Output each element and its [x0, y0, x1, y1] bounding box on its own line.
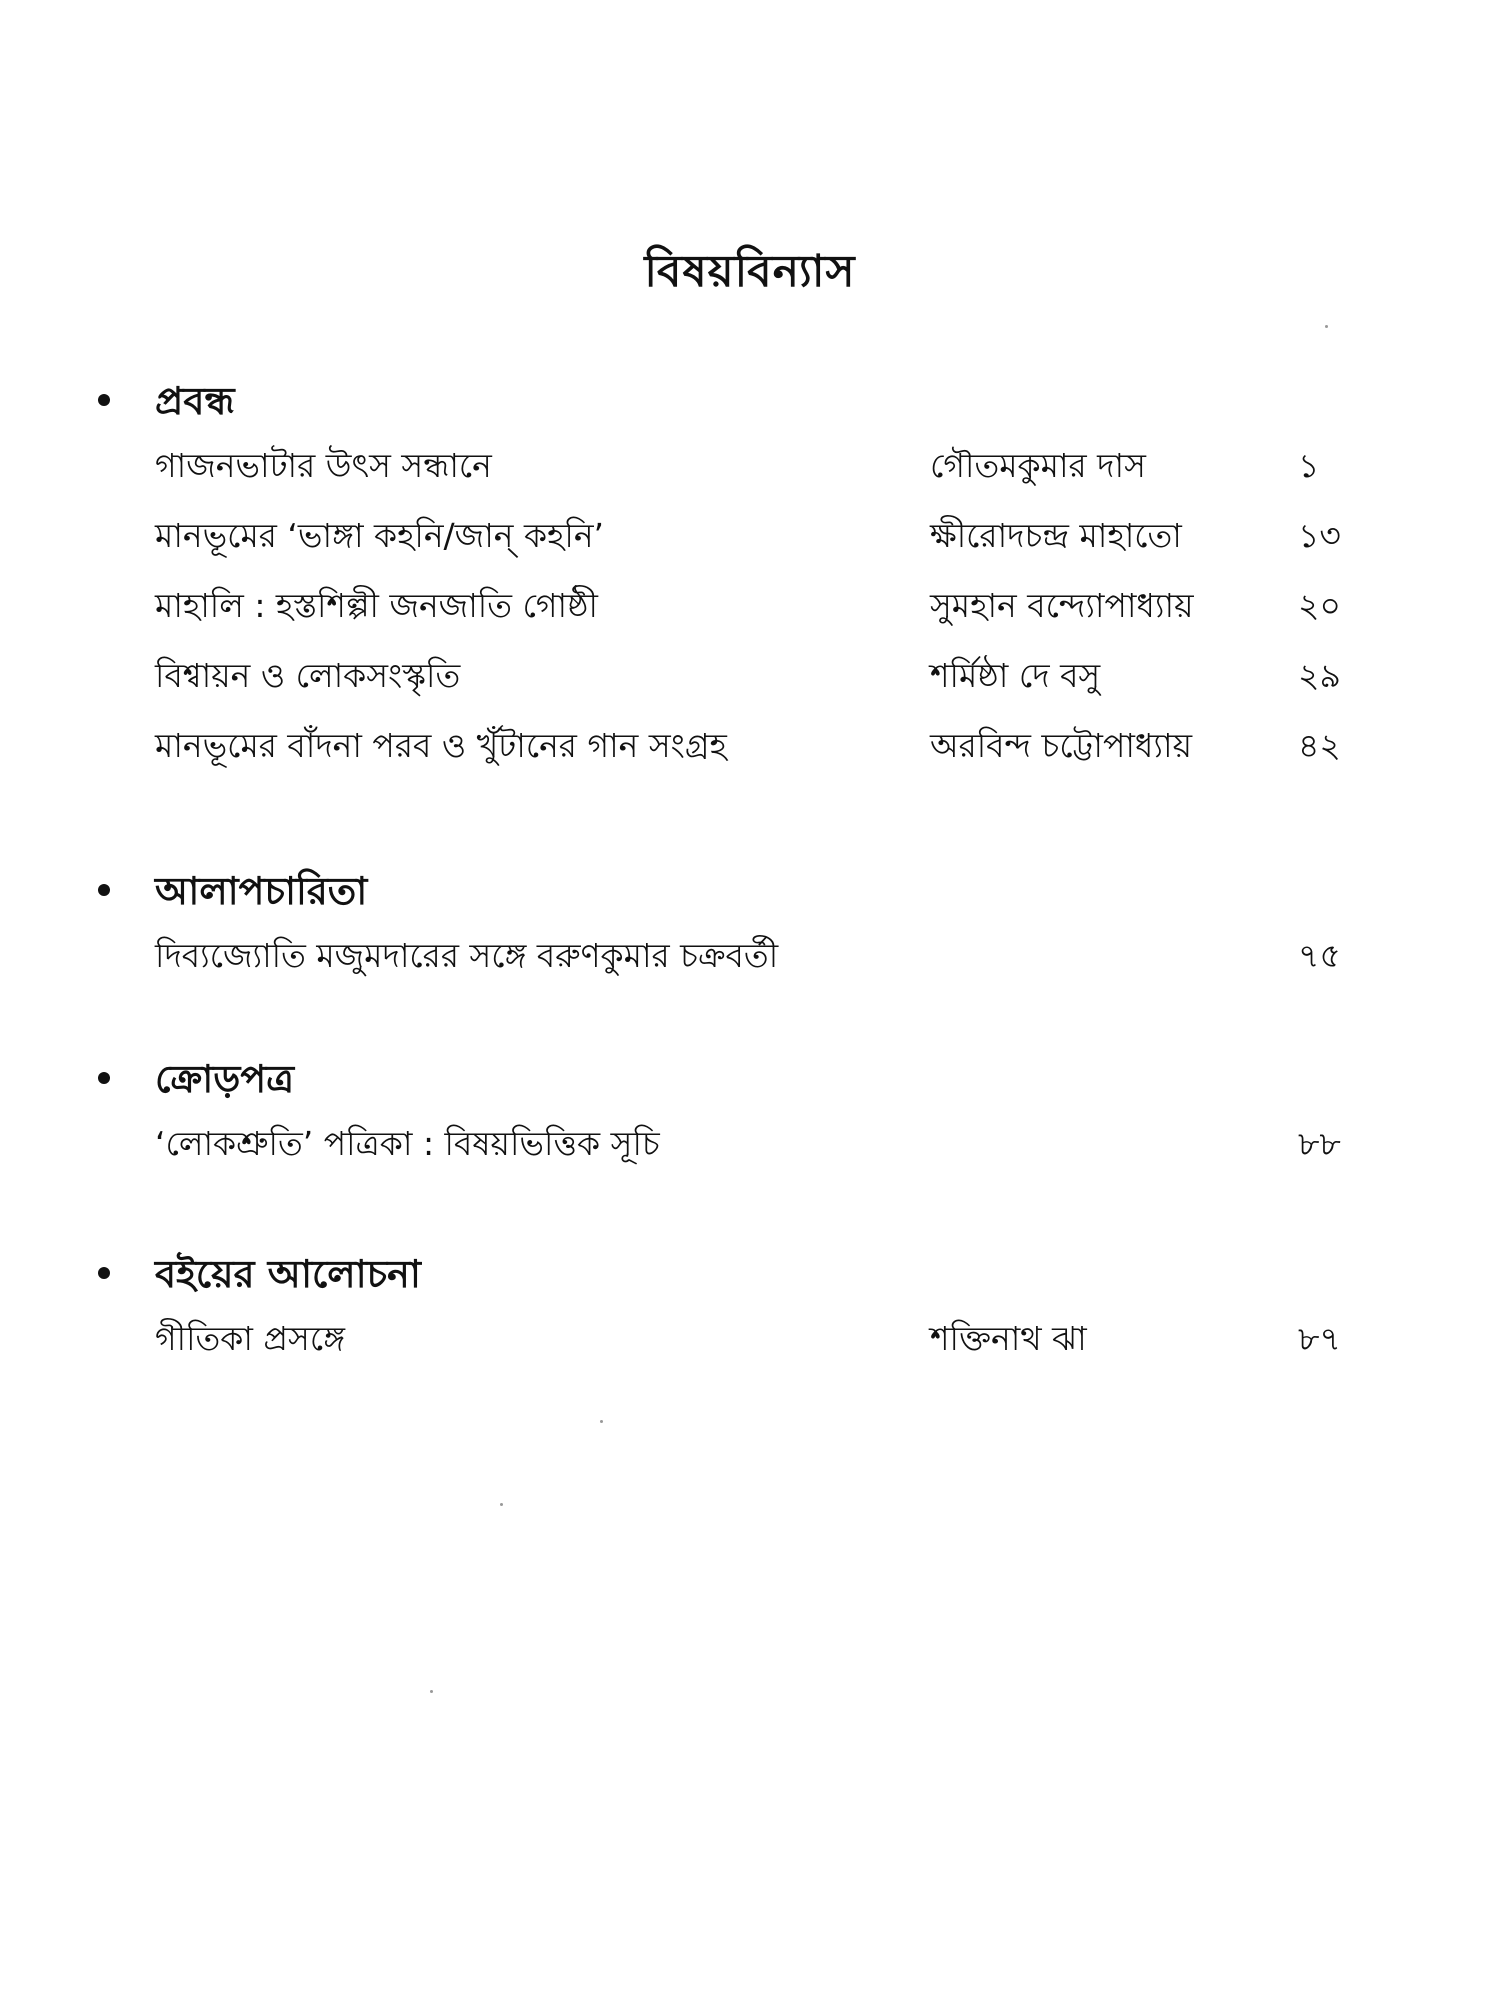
scan-speck: [430, 1690, 433, 1693]
entry-page-number: ৪২: [1298, 726, 1341, 765]
entry-page-number: ২০: [1298, 586, 1341, 625]
entry-page-number: ১: [1298, 446, 1320, 485]
scan-speck: [1325, 325, 1328, 328]
entry-author: ক্ষীরোদচন্দ্র মাহাতো: [930, 516, 1182, 555]
section-title: প্রবন্ধ: [155, 379, 235, 423]
toc-entry: [0, 712, 1500, 782]
entry-title: মানভূমের বাঁদনা পরব ও খুঁটানের গান সংগ্রহ: [155, 726, 727, 765]
entry-title: বিশ্বায়ন ও লোকসংস্কৃতি: [155, 656, 461, 695]
section-supplement: [0, 1050, 1500, 1180]
section-essays: [0, 372, 1500, 782]
toc-entry: [0, 1110, 1500, 1180]
entry-author: শর্মিষ্ঠা দে বসু: [930, 656, 1101, 695]
entry-page-number: ৭৫: [1298, 936, 1341, 975]
entry-title: গীতিকা প্রসঙ্গে: [155, 1319, 345, 1358]
entry-author: অরবিন্দ চট্টোপাধ্যায়: [930, 726, 1193, 765]
toc-entry: [0, 572, 1500, 642]
toc-entry: [0, 642, 1500, 712]
entry-page-number: ২৯: [1298, 656, 1341, 695]
page-title: বিষয়বিন্যাস: [644, 246, 856, 297]
entry-page-number: ১৩: [1298, 516, 1341, 555]
section-conversation: [0, 862, 1500, 992]
toc-entry: [0, 432, 1500, 502]
entry-author: শক্তিনাথ ঝা: [930, 1319, 1087, 1358]
entry-title: মানভূমের ‘ভাঙ্গা কহনি/জান্ কহনি’: [155, 516, 605, 555]
section-header: [0, 862, 1500, 922]
entry-author: গৌতমকুমার দাস: [930, 446, 1146, 485]
bullet-icon: [98, 884, 110, 896]
section-title: আলাপচারিতা: [155, 869, 368, 913]
entry-title: ‘লোকশ্রুতি’ পত্রিকা : বিষয়ভিত্তিক সূচি: [155, 1124, 660, 1163]
entry-page-number: ৮৮: [1298, 1124, 1341, 1163]
bullet-icon: [98, 1072, 110, 1084]
toc-entry: [0, 1305, 1500, 1375]
entry-title: মাহালি : হস্তশিল্পী জনজাতি গোষ্ঠী: [155, 586, 598, 625]
section-header: [0, 372, 1500, 432]
bullet-icon: [98, 394, 110, 406]
scan-speck: [600, 1420, 603, 1423]
section-header: [0, 1245, 1500, 1305]
section-title: ক্রোড়পত্র: [155, 1057, 295, 1101]
section-title: বইয়ের আলোচনা: [155, 1252, 421, 1296]
scan-speck: [500, 1503, 503, 1506]
bullet-icon: [98, 1267, 110, 1279]
toc-entry: [0, 502, 1500, 572]
toc-entry: [0, 922, 1500, 992]
entry-page-number: ৮৭: [1298, 1319, 1341, 1358]
section-book-review: [0, 1245, 1500, 1375]
entry-title: গাজনভাটার উৎস সন্ধানে: [155, 446, 492, 485]
entry-title: দিব্যজ্যোতি মজুমদারের সঙ্গে বরুণকুমার চক্রবর্তী: [155, 936, 779, 975]
section-header: [0, 1050, 1500, 1110]
entry-author: সুমহান বন্দ্যোপাধ্যায়: [930, 586, 1194, 625]
